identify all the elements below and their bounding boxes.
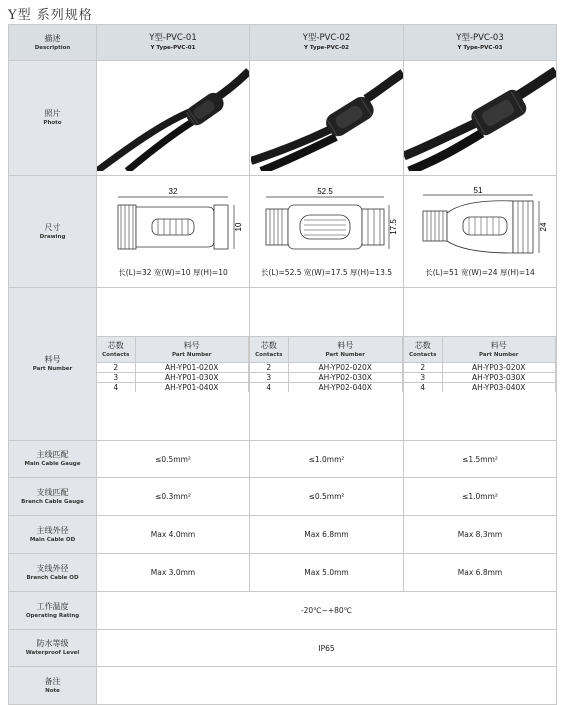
contacts-en: Contacts <box>102 351 130 358</box>
note-label <box>9 667 97 705</box>
branch-od-value-1: Max 3.0mm <box>97 554 250 592</box>
main-gauge-value-3: ≤1.5mm² <box>404 441 557 478</box>
contacts-cn: 芯数 <box>107 340 124 350</box>
cable-photo-3 <box>404 61 556 171</box>
note-cn: 备注 <box>44 676 61 686</box>
branch-gauge-cn: 支线匹配 <box>36 487 69 497</box>
column-title-1: Y型-PVC-01 <box>149 33 197 43</box>
height-label: 10 <box>234 222 243 232</box>
contacts-value: 4 <box>250 383 288 393</box>
main-gauge-value-1: ≤0.5mm² <box>97 441 250 478</box>
dimension-drawing-1 <box>98 185 248 265</box>
main-od-label <box>9 516 97 554</box>
branch-gauge-en: Branch Cable Gauge <box>21 498 84 505</box>
branch-gauge-value-1: ≤0.3mm² <box>97 478 250 516</box>
length-label: 32 <box>168 187 178 196</box>
dimensions-text-3: 长(L)=51 宽(W)=24 厚(H)=14 <box>425 268 535 277</box>
waterproof-label <box>9 630 97 667</box>
temperature-label <box>9 592 97 630</box>
column-header-2 <box>250 25 404 61</box>
pn-cn: 料号 <box>183 340 200 350</box>
main-gauge-value-2: ≤1.0mm² <box>250 441 404 478</box>
column-header-1 <box>97 25 250 61</box>
dimensions-text-1: 长(L)=32 宽(W)=10 厚(H)=10 <box>118 268 228 277</box>
main-od-row <box>9 516 557 554</box>
contacts-cn: 芯数 <box>260 340 277 350</box>
pn-header <box>135 337 249 363</box>
part-number-label-cn: 料号 <box>44 355 61 364</box>
photo-label <box>9 61 97 176</box>
photo-label-cn: 照片 <box>44 109 61 118</box>
part-number-value: AH-YP03-040X <box>442 383 556 393</box>
column-header-3 <box>404 25 557 61</box>
contacts-header <box>97 337 135 363</box>
main-gauge-row <box>9 441 557 478</box>
branch-od-label <box>9 554 97 592</box>
dimension-drawing-3 <box>405 185 555 265</box>
branch-od-cn: 支线外径 <box>36 563 69 573</box>
part-number-value: AH-YP03-030X <box>442 373 556 383</box>
note-en: Note <box>45 687 60 694</box>
waterproof-en: Waterproof Level <box>25 650 80 656</box>
branch-gauge-row <box>9 478 557 516</box>
length-label: 51 <box>473 186 483 195</box>
main-od-value-2: Max 6.8mm <box>250 516 404 554</box>
contacts-en: Contacts <box>409 351 437 358</box>
pn-header <box>288 337 403 363</box>
contacts-value: 4 <box>404 383 442 393</box>
column-title-3: Y型-PVC-03 <box>456 33 504 43</box>
branch-od-row <box>9 554 557 592</box>
part-number-value: AH-YP01-020X <box>135 363 249 373</box>
branch-od-en: Branch Cable OD <box>26 574 79 581</box>
contacts-value: 2 <box>250 363 288 373</box>
pn-en: Part Number <box>325 351 365 358</box>
contacts-value: 2 <box>97 363 135 373</box>
main-od-value-1: Max 4.0mm <box>97 516 250 554</box>
part-cell-2 <box>250 288 404 441</box>
part-number-label-en: Part Number <box>32 366 73 372</box>
part-cell-1 <box>97 288 250 441</box>
part-subtable-3 <box>404 336 556 392</box>
contacts-cn: 芯数 <box>414 340 431 350</box>
contacts-value: 2 <box>404 363 442 373</box>
part-number-value: AH-YP02-030X <box>288 373 403 383</box>
pn-en: Part Number <box>479 351 519 358</box>
main-od-value-3: Max 8.3mm <box>404 516 557 554</box>
waterproof-cn: 防水等级 <box>36 639 69 648</box>
branch-gauge-value-3: ≤1.0mm² <box>404 478 557 516</box>
header-row <box>9 25 557 61</box>
drawing-cell-1 <box>97 176 250 288</box>
drawing-cell-3 <box>404 176 557 288</box>
drawing-label-en: Drawing <box>39 233 66 240</box>
temperature-cn: 工作温度 <box>36 601 69 611</box>
photo-label-en: Photo <box>43 120 62 126</box>
drawing-row <box>9 176 557 288</box>
waterproof-row <box>9 630 557 667</box>
contacts-en: Contacts <box>255 351 283 358</box>
waterproof-value: IP65 <box>97 630 557 667</box>
drawing-label <box>9 176 97 288</box>
photo-cell-2 <box>250 61 404 176</box>
contacts-value: 3 <box>404 373 442 383</box>
photo-cell-3 <box>404 61 557 176</box>
temperature-en: Operating Rating <box>25 612 80 619</box>
pn-cn: 料号 <box>490 340 507 350</box>
part-number-value: AH-YP01-040X <box>135 383 249 393</box>
photo-row <box>9 61 557 176</box>
main-gauge-cn: 主线匹配 <box>36 450 69 459</box>
branch-od-value-2: Max 5.0mm <box>250 554 404 592</box>
column-sub-3: Y Type-PVC-03 <box>457 45 503 51</box>
part-subtable-2 <box>250 336 403 392</box>
drawing-cell-2 <box>250 176 404 288</box>
part-number-value: AH-YP03-020X <box>442 363 556 373</box>
part-cell-3 <box>404 288 557 441</box>
branch-gauge-value-2: ≤0.5mm² <box>250 478 404 516</box>
page-title: Y型 系列规格 <box>8 8 93 23</box>
contacts-value: 3 <box>250 373 288 383</box>
photo-cell-1 <box>97 61 250 176</box>
dimension-drawing-2 <box>252 185 402 265</box>
part-number-value: AH-YP02-040X <box>288 383 403 393</box>
part-number-value: AH-YP01-030X <box>135 373 249 383</box>
part-number-row <box>9 288 557 441</box>
length-label: 52.5 <box>316 187 333 196</box>
description-cn: 描述 <box>44 33 61 43</box>
description-header <box>9 25 97 61</box>
drawing-label-cn: 尺寸 <box>44 222 61 232</box>
pn-header <box>442 337 556 363</box>
main-gauge-en: Main Cable Gauge <box>24 461 81 467</box>
description-en: Description <box>34 44 71 51</box>
column-sub-1: Y Type-PVC-01 <box>150 45 196 51</box>
contacts-header <box>404 337 442 363</box>
main-od-en: Main Cable OD <box>29 536 76 543</box>
height-label: 24 <box>539 222 548 232</box>
dimensions-text-2: 长(L)=52.5 宽(W)=17.5 厚(H)=13.5 <box>260 268 392 277</box>
main-od-cn: 主线外径 <box>36 525 69 535</box>
column-sub-2: Y Type-PVC-02 <box>304 45 349 51</box>
note-value <box>97 667 557 705</box>
contacts-value: 3 <box>97 373 135 383</box>
main-gauge-label <box>9 441 97 478</box>
branch-gauge-label <box>9 478 97 516</box>
spec-table <box>8 24 557 705</box>
branch-od-value-3: Max 6.8mm <box>404 554 557 592</box>
contacts-header <box>250 337 288 363</box>
column-title-2: Y型-PVC-02 <box>302 33 351 43</box>
contacts-value: 4 <box>97 383 135 393</box>
temperature-row <box>9 592 557 630</box>
pn-cn: 料号 <box>337 340 354 350</box>
cable-photo-1 <box>97 61 249 171</box>
temperature-value: -20℃~+80℃ <box>97 592 557 630</box>
cable-photo-2 <box>251 61 403 171</box>
pn-en: Part Number <box>172 351 212 358</box>
part-subtable-1 <box>97 336 249 392</box>
part-number-value: AH-YP02-020X <box>288 363 403 373</box>
part-number-label <box>9 288 97 441</box>
note-row <box>9 667 557 705</box>
height-label: 17.5 <box>388 219 398 235</box>
